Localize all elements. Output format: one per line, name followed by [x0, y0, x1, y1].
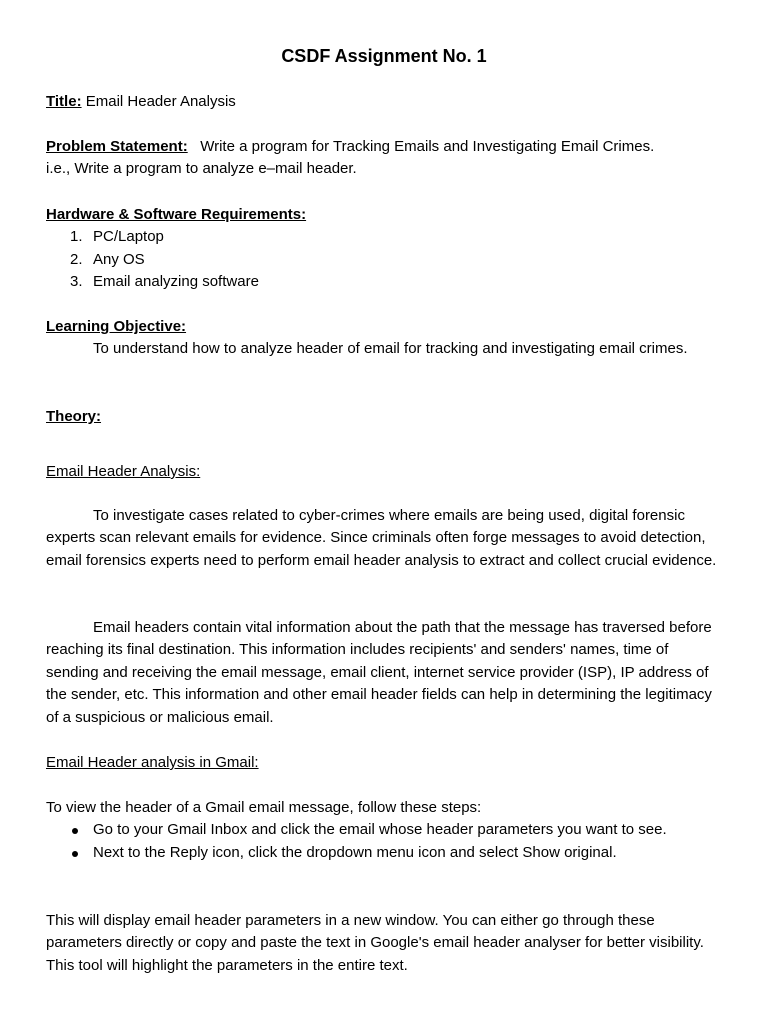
- email-header-analysis-para2: Email headers contain vital information about the path that the message has traversed before reaching its final destination. This information includes recipients' and senders' names, time of sending and receiving the email message, email client, internet service provider (ISP), IP address of the sender, etc. This information and other email header fields can help in determining the legitimacy of a suspicious or malicious email.: [46, 619, 712, 726]
- learning-objective-text: To understand how to analyze header of email for tracking and investigating email crimes.: [93, 340, 688, 358]
- title-value: Email Header Analysis: [85, 93, 236, 110]
- gmail-steps-list: [46, 819, 722, 864]
- gmail-steps-block: [46, 797, 722, 864]
- gmail-heading: Email Header analysis in Gmail:: [46, 754, 259, 771]
- gmail-closing: This will display email header parameters in a new window. You can either go through these parameters directly or copy and paste the text in Google's email header analyser for better visibility. This tool will highlight the parameters in the entire text.: [46, 912, 704, 974]
- bullet-icon: [72, 828, 78, 834]
- list-item: 3. Email analyzing software: [70, 273, 259, 291]
- email-header-analysis-section: [46, 461, 722, 483]
- list-item: Go to your Gmail Inbox and click the email whose header parameters you want to see.: [46, 819, 722, 841]
- problem-statement-line2: i.e., Write a program to analyze e–mail header.: [46, 160, 357, 178]
- title-label: Title:: [46, 93, 82, 110]
- gmail-section: [46, 752, 722, 774]
- requirements-list: [46, 226, 722, 293]
- bullet-icon: [72, 851, 78, 857]
- gmail-closing-block: [46, 910, 722, 977]
- theory-section: [46, 406, 722, 428]
- problem-statement-line1: Write a program for Tracking Emails and Investigating Email Crimes.: [200, 138, 655, 155]
- learning-objective-section: [46, 316, 722, 361]
- email-header-analysis-heading: Email Header Analysis:: [46, 463, 201, 480]
- email-header-analysis-para1-block: [46, 505, 722, 572]
- list-item: Next to the Reply icon, click the dropdown menu icon and select Show original.: [46, 842, 722, 864]
- gmail-intro: To view the header of a Gmail email message, follow these steps:: [46, 799, 482, 816]
- requirements-label: Hardware & Software Requirements:: [46, 206, 307, 223]
- theory-label: Theory:: [46, 408, 102, 425]
- email-header-analysis-para2-block: [46, 617, 722, 729]
- list-item: 2. Any OS: [70, 250, 145, 268]
- email-header-analysis-para1: To investigate cases related to cyber-crimes where emails are being used, digital forensic experts scan relevant emails for evidence. Since criminals often forge messages to avoid detection, email forensics experts need to perform email header analysis to extract and collect crucial evidence.: [46, 507, 717, 569]
- problem-statement-label: Problem Statement:: [46, 138, 188, 155]
- title-section: [46, 91, 722, 113]
- problem-statement-section: [46, 136, 722, 181]
- learning-objective-label: Learning Objective:: [46, 318, 187, 335]
- document-title: CSDF Assignment No. 1: [281, 46, 487, 66]
- list-item: 1. PC/Laptop: [70, 228, 164, 246]
- requirements-section: [46, 204, 722, 294]
